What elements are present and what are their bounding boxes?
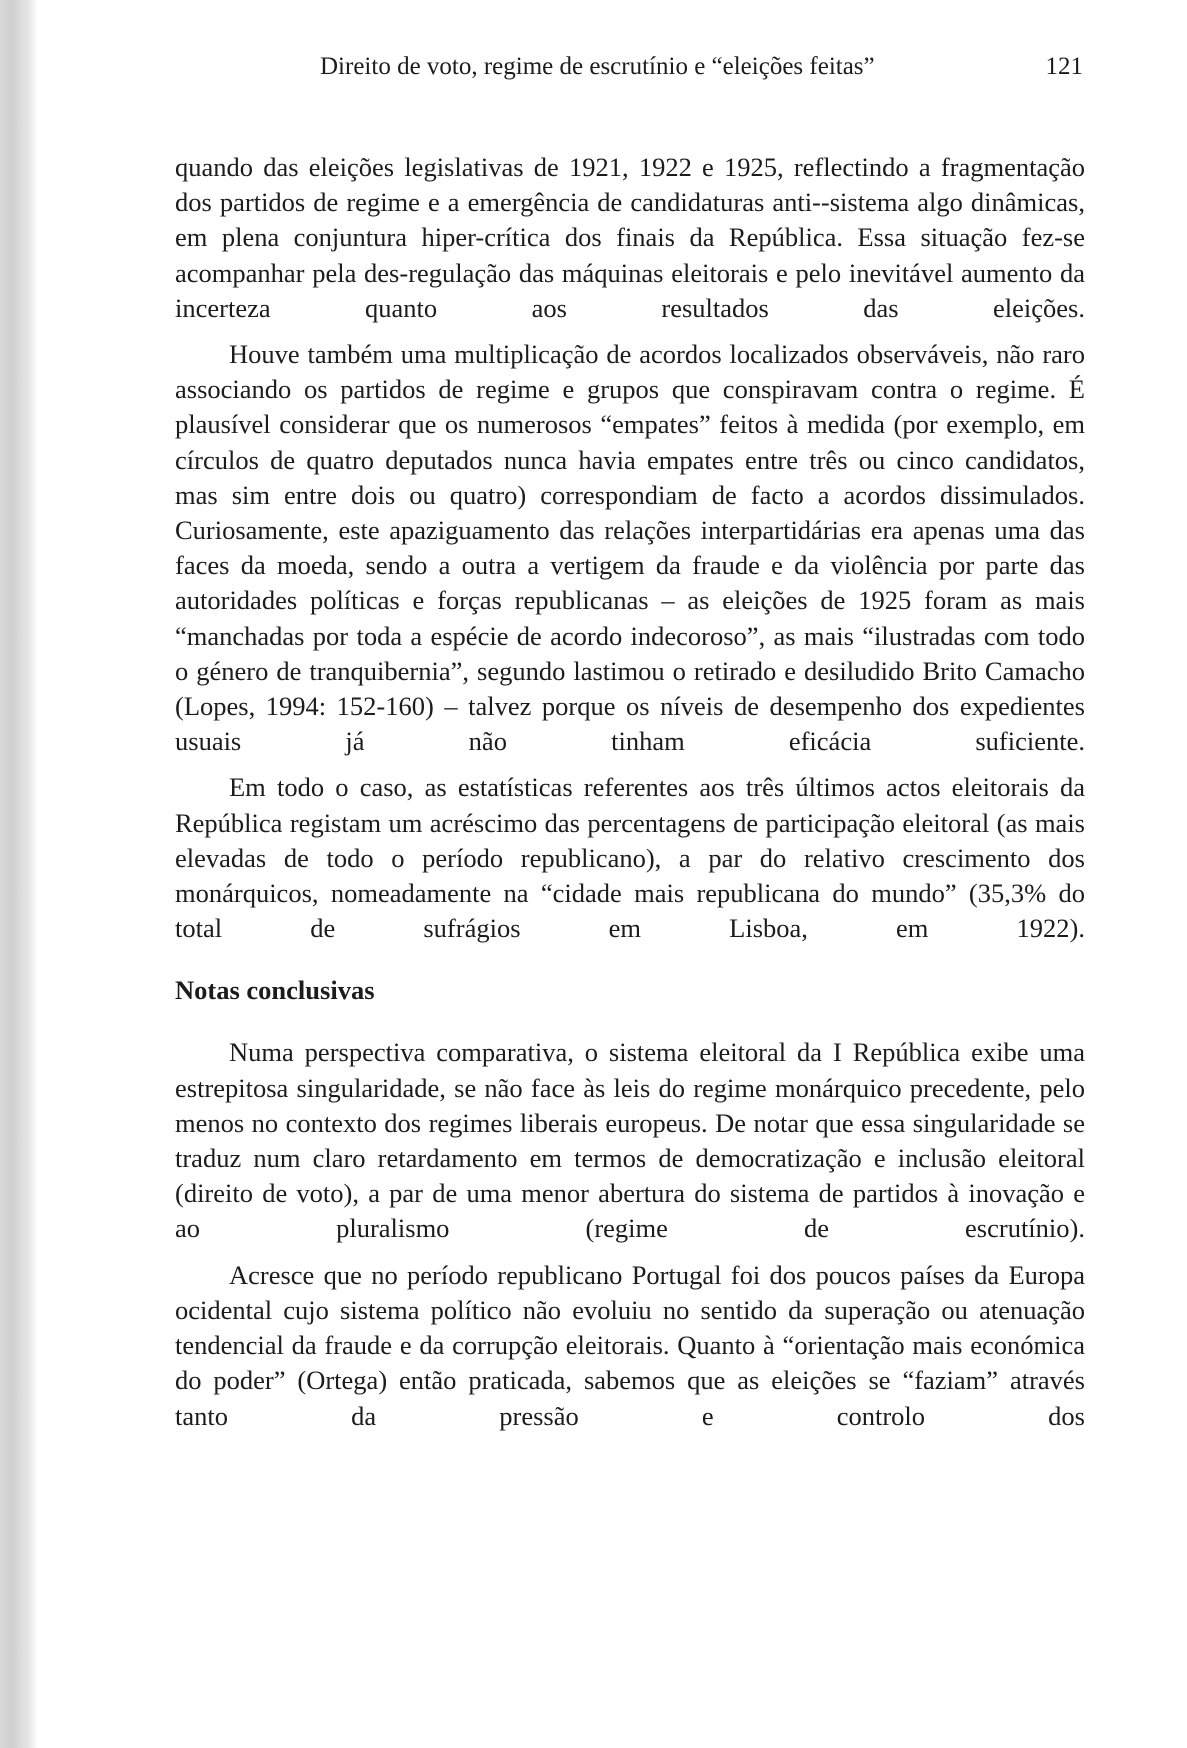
running-head — [175, 50, 1085, 84]
page-number: 121 — [1045, 53, 1083, 80]
paragraph-statistics: Em todo o caso, as estatísticas referentes aos três últimos actos eleitorais da República registam um acréscimo das percentagens de participação eleitoral (as mais elevadas de todo o período republicano), a par do relativo crescimento dos monárquicos, nomeadamente na “cidade mais republicana do mundo” (35,3% do total de sufrágios em Lisboa, em 1922). — [175, 772, 1085, 944]
page-binding-shadow — [0, 0, 38, 1748]
section-heading: Notas conclusivas — [175, 975, 375, 1006]
paragraph-continuation: quando das eleições legislativas de 1921, 1922 e 1925, reflectindo a fragmentação dos partidos de regime e a emergência de candidaturas anti--sistema algo dinâmicas, em plena conjuntura hiper-crítica dos finais da República. Essa situação fez-se acompanhar pela des-regulação das máquinas eleitorais e pelo inevitável aumento da incerteza quanto aos resultados das eleições. — [175, 152, 1085, 323]
paragraph-republican-period: Acresce que no período republicano Portugal foi dos poucos países da Europa ocidental cujo sistema político não evoluiu no sentido da superação ou atenuação tendencial da fraude e da corrupção eleitorais. Quanto à “orientação mais económica do poder” (Ortega) então praticada, sabemos que as eleições se “faziam” através tanto da pressão e controlo dos — [175, 1259, 1085, 1431]
paragraph-agreements: Houve também uma multiplicação de acordos localizados observáveis, não raro associando os partidos de regime e grupos que conspiravam contra o regime. É plausível considerar que os numerosos “empates” feitos à medida (por exemplo, em círculos de quatro deputados nunca havia empates entre três ou cinco candidatos, mas sim entre dois ou quatro) correspondiam de facto a acordos dissimulados. Curiosamente, este apaziguamento das relações interpartidárias era apenas uma das faces da moeda, sendo a outra a vertigem da fraude e da violência por parte das autoridades políticas e forças republicanas – as eleições de 1925 foram as mais “manchadas por toda a espécie de acordo indecoroso”, as mais “ilustradas com todo o género de tranquibernia”, segundo lastimou o retirado e desiludido Brito Camacho (Lopes, 1994: 152-160) – talvez porque os níveis de desempenho dos expedientes usuais já não tinham eficácia suficiente. — [175, 339, 1085, 757]
running-title: Direito de voto, regime de escrutínio e “eleições feitas” — [320, 53, 875, 80]
body-text — [175, 150, 1085, 1434]
paragraph-comparative: Numa perspectiva comparativa, o sistema eleitoral da I República exibe uma estrepitosa singularidade, se não face às leis do regime monárquico precedente, pelo menos no contexto dos regimes liberais europeus. De notar que essa singularidade se traduz num claro retardamento em termos de democratização e inclusão eleitoral (direito de voto), a par de uma menor abertura do sistema de partidos à inovação e ao pluralismo (regime de escrutínio). — [175, 1037, 1085, 1244]
